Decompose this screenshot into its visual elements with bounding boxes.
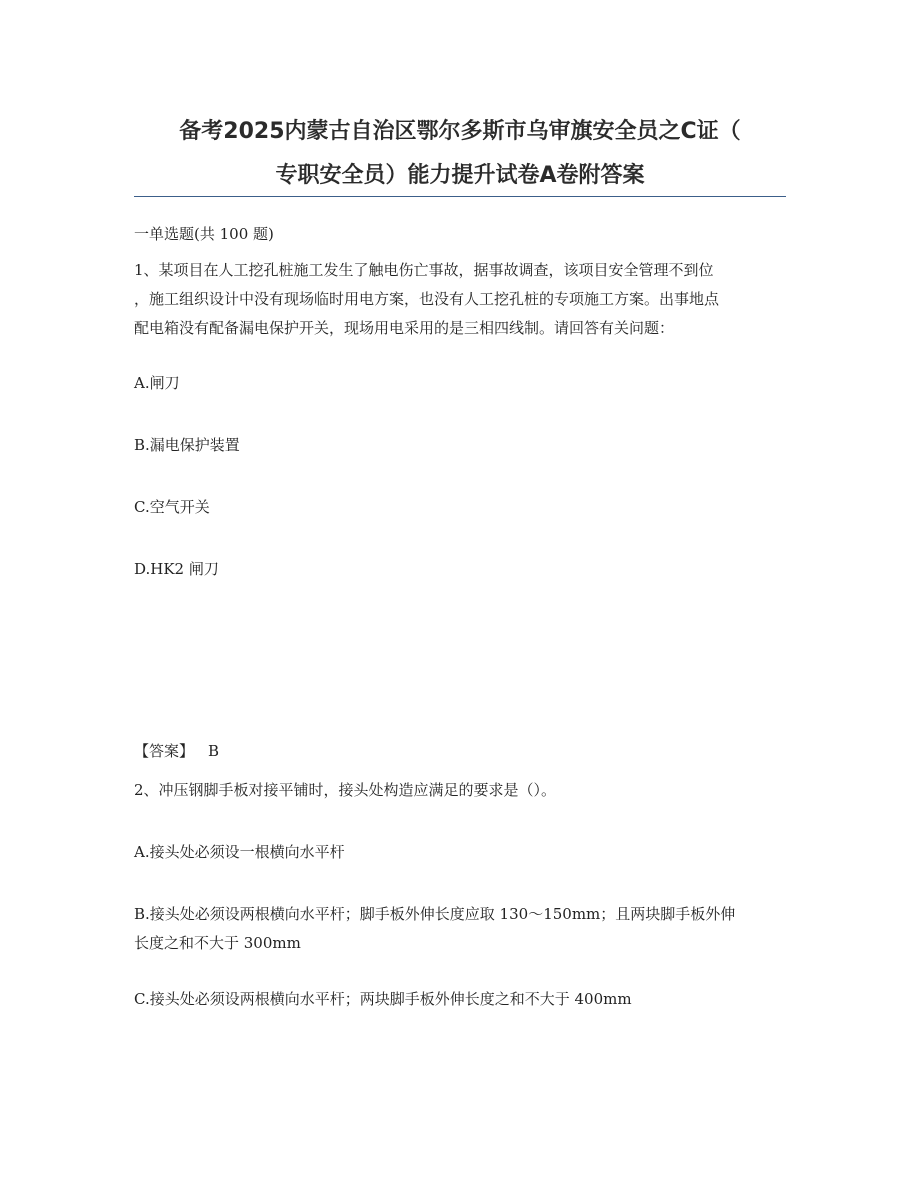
title-line-1: 备考2025内蒙古自治区鄂尔多斯市乌审旗安全员之C证（ — [179, 119, 741, 144]
question-1-option-c: C.空气开关 — [134, 498, 210, 516]
question-1-stem-line: ，施工组织设计中没有现场临时用电方案，也没有人工挖孔桩的专项施工方案。出事地点 — [134, 290, 720, 308]
question-2-option-b — [134, 900, 786, 958]
question-2-option-b-line: 长度之和不大于 300mm — [134, 934, 301, 952]
answer-label: 【答案】 — [134, 742, 195, 760]
question-1-stem — [134, 256, 786, 343]
question-1-stem-line: 1、某项目在人工挖孔桩施工发生了触电伤亡事故，据事故调查，该项目安全管理不到位 — [134, 261, 714, 279]
answer-value: B — [208, 742, 220, 760]
question-1-option-a: A.闸刀 — [134, 374, 180, 392]
question-2-option-a: A.接头处必须设一根横向水平杆 — [134, 843, 345, 861]
title-line-2: 专职安全员）能力提升试卷A卷附答案 — [275, 163, 645, 188]
title-divider — [134, 196, 786, 197]
question-2-option-c: C.接头处必须设两根横向水平杆；两块脚手板外伸长度之和不大于 400mm — [134, 990, 632, 1008]
question-1-stem-line: 配电箱没有配备漏电保护开关，现场用电采用的是三相四线制。请回答有关问题： — [134, 319, 675, 337]
document-title — [134, 110, 786, 198]
question-1-option-b: B.漏电保护装置 — [134, 436, 240, 454]
section-heading: 一单选题(共 100 题) — [134, 225, 274, 243]
question-1-option-d: D.HK2 闸刀 — [134, 560, 219, 578]
question-2-option-b-line: B.接头处必须设两根横向水平杆；脚手板外伸长度应取 130～150mm；且两块脚手板外伸 — [134, 905, 736, 923]
question-1-answer — [134, 737, 786, 766]
question-2-stem: 2、冲压钢脚手板对接平铺时，接头处构造应满足的要求是（）。 — [134, 781, 557, 799]
